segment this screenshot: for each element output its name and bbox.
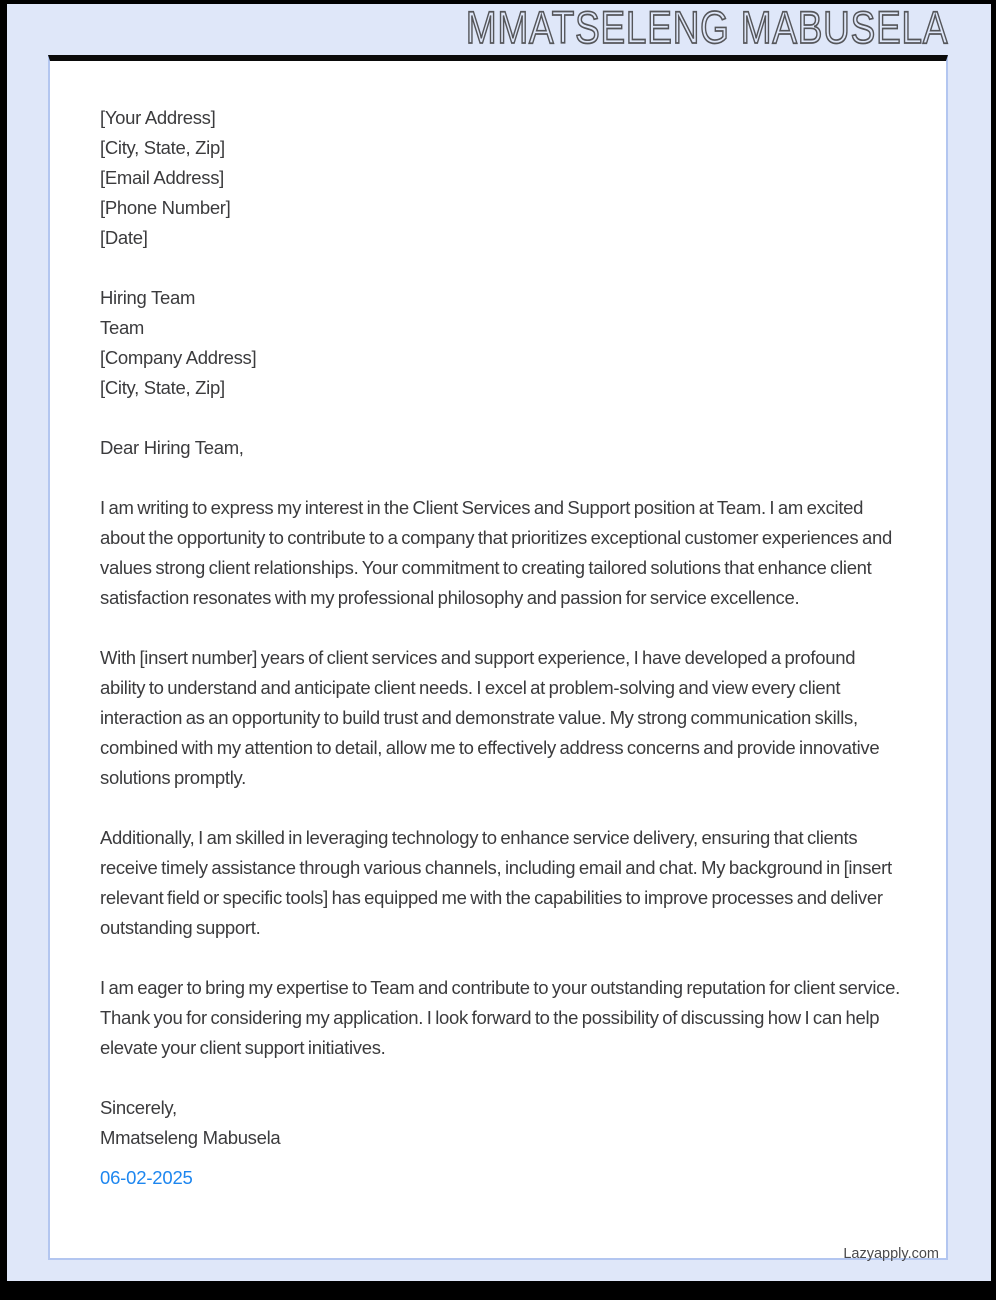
paragraph-skills: Additionally, I am skilled in leveraging technology to enhance service delivery, ensuring that clients receive timely assistance through various channels, including email and chat. My background in [insert relevant field or specific tools] has equipped me with the capabilities to improve processes and deliver outstanding support. <box>100 827 892 938</box>
sender-phone-line: [Phone Number] <box>100 197 231 218</box>
paragraph-intro: I am writing to express my interest in the Client Services and Support position at Team. I am excited about the opportunity to contribute to a company that prioritizes exceptional customer experiences and values strong client relationships. Your commitment to creating tailored solutions that enhance client satisfaction resonates with my professional philosophy and passion for service excellence. <box>100 497 892 608</box>
closing-block <box>100 1093 902 1153</box>
cover-letter-document <box>48 55 948 1260</box>
closing-word: Sincerely, <box>100 1097 177 1118</box>
recipient-company-line: Team <box>100 317 145 338</box>
signature-name: Mmatseleng Mabusela <box>100 1127 281 1148</box>
salutation: Dear Hiring Team, <box>100 437 244 458</box>
sender-address-line: [Your Address] <box>100 107 216 128</box>
sender-city-line: [City, State, Zip] <box>100 137 225 158</box>
recipient-team-line: Hiring Team <box>100 287 196 308</box>
recipient-company-address-line: [Company Address] <box>100 347 257 368</box>
letter-date: 06-02-2025 <box>100 1167 193 1188</box>
paragraph-experience: With [insert number] years of client services and support experience, I have developed a profound ability to understand and anticipate client needs. I excel at problem-solving and view every client interaction as an opportunity to build trust and demonstrate value. My strong communication skills, combined with my attention to detail, allow me to effectively address concerns and provide innovative solutions promptly. <box>100 647 880 788</box>
recipient-address-block <box>100 283 902 403</box>
watermark-lazyapply: Lazyapply.com <box>843 1246 939 1262</box>
sender-address-block <box>100 103 902 253</box>
recipient-city-line: [City, State, Zip] <box>100 377 225 398</box>
sender-date-line: [Date] <box>100 227 148 248</box>
sender-email-line: [Email Address] <box>100 167 225 188</box>
header-name: MMATSELENG MABUSELA <box>465 2 948 53</box>
paragraph-closing: I am eager to bring my expertise to Team and contribute to your outstanding reputation for client service. Thank you for considering my application. I look forward to the possibility of discussing how I can help elevate your client support initiatives. <box>100 977 900 1058</box>
